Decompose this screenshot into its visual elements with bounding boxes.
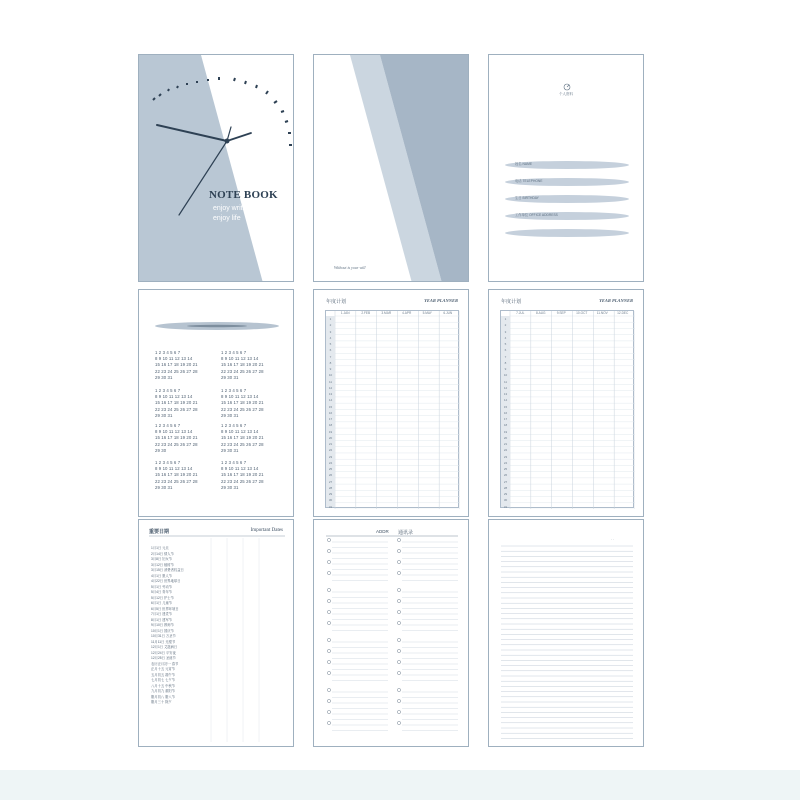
planner-month-header: 4.APR: [402, 311, 412, 315]
planner-day-number: 7: [329, 354, 332, 359]
planner-day-column: [326, 316, 335, 507]
calendar-month-block: 1 2 3 4 5 6 7 8 9 10 11 12 13 14 15 16 17 18 19 20 21 22 23 24 25 26 27 28 29 30 31: [155, 350, 198, 380]
important-date-row: 9月10日 教师节: [151, 623, 174, 627]
important-date-row: 3月15日 消费者权益日: [151, 568, 184, 572]
address-title-cn: 通讯录: [398, 530, 414, 536]
planner-month-header: 6.JUN: [443, 311, 453, 315]
important-date-row: 10月1日 国庆节: [151, 628, 174, 633]
cover-title: NOTE BOOK: [209, 189, 278, 201]
important-date-row: 12月24日 平安夜: [151, 650, 176, 655]
planner-day-number: 13: [503, 392, 508, 396]
planner-day-number: 8: [329, 360, 332, 365]
planner-day-number: 22: [503, 448, 508, 453]
contact-icon: [327, 721, 330, 724]
year-planner-page-2: [488, 289, 644, 517]
planner-day-number: 29: [328, 492, 333, 496]
contact-icon: [327, 649, 330, 652]
contact-icon: [327, 588, 330, 591]
calendar-page: [138, 289, 294, 517]
lined-page-rules: [489, 520, 644, 747]
contact-icon: [397, 649, 400, 652]
calendar-month-block: 1 2 3 4 5 6 7 8 9 10 11 12 13 14 15 16 17 18 19 20 21 22 23 24 25 26 27 28 29 30 31: [221, 350, 264, 380]
planner-day-number: 20: [328, 435, 333, 440]
calendar-month-block: 1 2 3 4 5 6 7 8 9 10 11 12 13 14 15 16 17 18 19 20 21 22 23 24 25 26 27 28 29 30 31: [221, 460, 264, 490]
important-date-row: 11月11日 光棍节: [151, 639, 176, 644]
planner-day-number: 19: [328, 429, 333, 434]
contact-icon: [397, 549, 400, 552]
important-dates-list: [151, 546, 211, 706]
address-entries: [314, 520, 469, 747]
planner-day-number: 3: [504, 329, 507, 334]
planner-day-number: 31: [328, 504, 333, 509]
important-date-row: 九月初九 重阳节: [151, 689, 175, 693]
contact-icon: [397, 710, 400, 713]
contact-icon: [397, 688, 400, 691]
planner-month-header: 7.JUL: [516, 311, 525, 315]
planner-day-number: 10: [328, 373, 333, 378]
contact-icon: [327, 710, 330, 713]
important-date-row: 1月1日 元旦: [151, 546, 169, 550]
stripe-artwork: [314, 55, 469, 282]
important-date-row: 八月十五 中秋节: [151, 683, 175, 688]
planner-month-header: 1.JAN: [340, 311, 350, 315]
calendar-month-block: 1 2 3 4 5 6 7 8 9 10 11 12 13 14 15 16 17 18 19 20 21 22 23 24 25 26 27 28 29 30: [155, 423, 198, 453]
cover-clock-artwork: [139, 55, 294, 282]
stripe-page-footer: Without is your will: [334, 265, 366, 270]
planner-grid: [325, 310, 459, 508]
important-date-row: 七月初七 七夕节: [151, 678, 175, 682]
planner-day-number: 24: [503, 460, 508, 465]
planner-day-number: 18: [503, 423, 508, 428]
important-date-row: 6月5日 世界环境日: [151, 606, 179, 611]
planner-day-number: 14: [328, 398, 333, 403]
important-date-row: 2月14日 情人节: [151, 551, 174, 556]
planner-day-number: 4: [329, 335, 332, 340]
info-field-birthday: 生日 BIRTHDAY: [515, 196, 539, 200]
planner-day-number: 1: [329, 317, 332, 321]
important-date-row: 农历正月初一 春节: [151, 661, 179, 666]
important-date-row: 五月初五 端午节: [151, 672, 175, 677]
important-date-row: 腊月三十 除夕: [151, 700, 172, 704]
bottom-background-band: [0, 770, 800, 800]
planner-day-number: 10: [503, 373, 508, 378]
info-page-heading: 个人资料: [559, 92, 573, 96]
planner-day-number: 5: [504, 342, 507, 346]
planner-month-header: 9.SEP: [556, 311, 566, 315]
planner-day-number: 23: [328, 454, 333, 459]
important-date-row: 正月十五 元宵节: [151, 667, 175, 671]
planner-day-number: 24: [328, 460, 333, 465]
planner-day-number: 12: [328, 385, 333, 390]
important-date-row: 5月12日 护士节: [151, 595, 174, 600]
planner-month-header: 2.FEB: [361, 311, 371, 315]
calendar-header-artwork: [139, 290, 294, 330]
planner-day-number: 15: [503, 404, 508, 409]
contact-icon: [397, 599, 400, 602]
contact-icon: [397, 571, 400, 574]
info-page-artwork: [489, 55, 644, 282]
svg-text:. .: . .: [611, 536, 615, 541]
planner-month-header: 10.OCT: [576, 311, 588, 315]
cover-page: [138, 54, 294, 282]
info-field-telephone: 电话 TELEPHONE: [515, 179, 543, 183]
planner-day-number: 12: [503, 385, 508, 390]
contact-icon: [327, 560, 330, 563]
planner-day-number: 2: [329, 323, 332, 328]
year-planner-page-1: [313, 289, 469, 517]
contact-icon: [397, 588, 400, 591]
planner-grid-lines: [501, 311, 635, 509]
planner-day-number: 8: [504, 360, 507, 365]
planner-day-number: 9: [329, 367, 332, 371]
contact-icon: [327, 610, 330, 613]
contact-icon: [327, 671, 330, 674]
contact-icon: [397, 660, 400, 663]
contact-icon: [397, 538, 400, 541]
contact-icon: [327, 571, 330, 574]
planner-day-number: 13: [328, 392, 333, 396]
planner-month-header: 5.MAY: [422, 311, 432, 315]
planner-day-number: 27: [503, 479, 508, 484]
planner-day-number: 22: [328, 448, 333, 453]
important-date-row: 6月1日 儿童节: [151, 601, 173, 605]
planner-day-number: 18: [328, 423, 333, 428]
contact-icon: [327, 538, 330, 541]
important-date-row: 腊月初八 腊八节: [151, 694, 175, 699]
personal-info-page: [488, 54, 644, 282]
planner-day-number: 5: [329, 342, 332, 346]
cover-subtitle-line1: enjoy writing: [213, 205, 252, 212]
important-date-row: 12月1日 艾滋病日: [151, 645, 178, 649]
address-book-page: [313, 519, 469, 747]
planner-day-number: 9: [504, 367, 507, 371]
planner-day-number: 2: [504, 323, 507, 328]
planner-day-number: 17: [328, 417, 333, 421]
planner-day-number: 16: [328, 410, 333, 415]
planner-day-number: 26: [503, 473, 508, 478]
planner-day-number: 29: [503, 492, 508, 496]
contact-icon: [327, 688, 330, 691]
address-title-en: ADDR: [376, 529, 389, 534]
contact-icon: [327, 549, 330, 552]
planner-day-number: 19: [503, 429, 508, 434]
planner-day-number: 1: [504, 317, 507, 321]
calendar-month-block: 1 2 3 4 5 6 7 8 9 10 11 12 13 14 15 16 17 18 19 20 21 22 23 24 25 26 27 28 29 30 31: [221, 388, 264, 418]
planner-grid: [500, 310, 634, 508]
important-date-row: 7月1日 建党节: [151, 612, 173, 616]
stripe-page: [313, 54, 469, 282]
planner-month-header: 11.NOV: [596, 311, 608, 315]
planner-grid-lines: [326, 311, 460, 509]
planner-day-number: 16: [503, 410, 508, 415]
calendar-month-block: 1 2 3 4 5 6 7 8 9 10 11 12 13 14 15 16 17 18 19 20 21 22 23 24 25 26 27 28 29 30 31: [155, 460, 198, 490]
contact-icon: [397, 560, 400, 563]
planner-day-number: 6: [504, 348, 507, 353]
contact-icon: [327, 660, 330, 663]
planner-day-number: 26: [328, 473, 333, 478]
planner-day-number: 15: [328, 404, 333, 409]
planner-day-number: 20: [503, 435, 508, 440]
planner-day-number: 6: [329, 348, 332, 353]
planner-month-header: 8.AUG: [535, 311, 546, 315]
planner-day-number: 30: [503, 498, 508, 503]
info-field-office: 工作单位 OFFICE ADDRESS: [515, 213, 558, 217]
important-date-row: 4月1日 愚人节: [151, 573, 173, 578]
contact-icon: [397, 699, 400, 702]
contact-icon: [327, 638, 330, 641]
important-date-row: 10月31日 万圣节: [151, 634, 176, 638]
planner-day-number: 31: [503, 504, 508, 509]
info-field-name: 姓名 NAME: [515, 162, 533, 166]
important-date-row: 5月4日 青年节: [151, 590, 173, 594]
planner-day-number: 4: [504, 335, 507, 340]
contact-icon: [397, 721, 400, 724]
planner-title-cn: 年度计划: [326, 299, 347, 305]
important-date-row: 3月8日 妇女节: [151, 557, 173, 561]
planner-day-number: 14: [503, 398, 508, 403]
important-date-row: 4月22日 世界地球日: [151, 579, 181, 583]
planner-title-en: YEAR PLANNER: [424, 298, 458, 303]
planner-title-en: YEAR PLANNER: [599, 298, 633, 303]
planner-title-cn: 年度计划: [501, 299, 522, 305]
lined-notes-page: [488, 519, 644, 747]
planner-day-number: 28: [503, 485, 508, 490]
calendar-month-block: 1 2 3 4 5 6 7 8 9 10 11 12 13 14 15 16 17 18 19 20 21 22 23 24 25 26 27 28 29 30 31: [155, 388, 198, 418]
planner-day-column: [501, 316, 510, 507]
contact-icon: [397, 671, 400, 674]
contact-icon: [397, 638, 400, 641]
planner-day-number: 21: [328, 442, 333, 446]
contact-icon: [327, 621, 330, 624]
planner-day-number: 25: [503, 467, 508, 471]
cover-subtitle-line2: enjoy life: [213, 215, 241, 222]
planner-day-number: 28: [328, 485, 333, 490]
planner-day-number: 21: [503, 442, 508, 446]
important-dates-title-cn: 重要日期: [149, 529, 170, 535]
contact-icon: [327, 699, 330, 702]
important-dates-page: [138, 519, 294, 747]
important-dates-title-en: Important Dates: [250, 528, 283, 533]
planner-day-number: 27: [328, 479, 333, 484]
planner-day-number: 7: [504, 354, 507, 359]
important-date-row: 8月1日 建军节: [151, 617, 173, 622]
planner-day-number: 30: [328, 498, 333, 503]
important-date-row: 3月12日 植树节: [151, 562, 174, 567]
calendar-month-block: 1 2 3 4 5 6 7 8 9 10 11 12 13 14 15 16 17 18 19 20 21 22 23 24 25 26 27 28 29 30 31: [221, 423, 264, 453]
contact-icon: [327, 599, 330, 602]
important-date-row: 12月25日 圣诞节: [151, 656, 176, 660]
important-date-row: 5月1日 劳动节: [151, 584, 173, 589]
planner-day-number: 17: [503, 417, 508, 421]
contact-icon: [397, 610, 400, 613]
planner-month-header: 12.DEC: [617, 311, 629, 315]
planner-day-number: 25: [328, 467, 333, 471]
planner-day-number: 23: [503, 454, 508, 459]
planner-day-number: 3: [329, 329, 332, 334]
planner-day-number: 11: [328, 379, 333, 384]
planner-day-number: 11: [503, 379, 508, 384]
contact-icon: [397, 621, 400, 624]
planner-month-header: 3.MAR: [381, 311, 392, 315]
